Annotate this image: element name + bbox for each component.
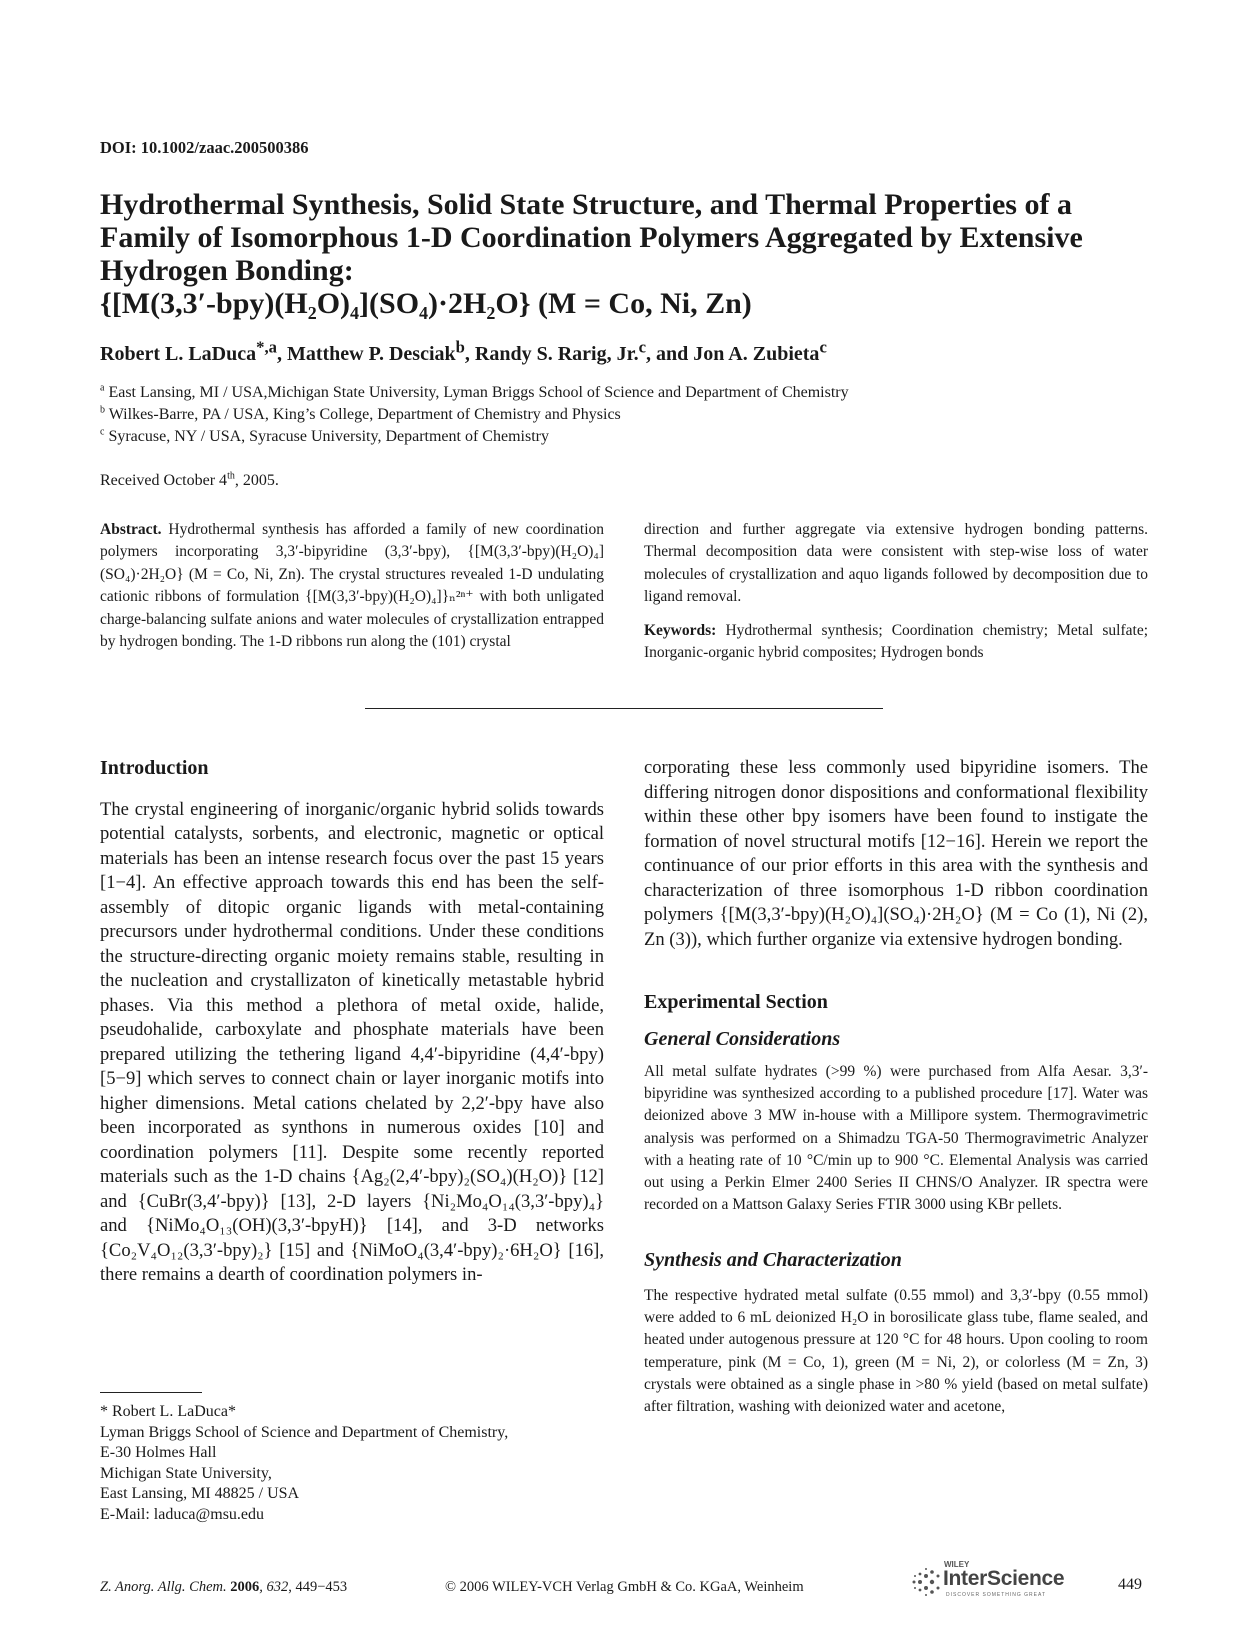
journal-name: Z. Anorg. Allg. Chem. bbox=[100, 1579, 227, 1595]
author-2-mark: b bbox=[455, 337, 465, 357]
footnote-line: E-30 Holmes Hall bbox=[100, 1444, 217, 1461]
abstract-label: Abstract. bbox=[100, 521, 162, 538]
corresponding-author-footnote bbox=[100, 1402, 508, 1525]
author-1: Robert L. LaDuca bbox=[100, 343, 257, 365]
logo-main: InterScience bbox=[943, 1567, 1065, 1590]
column-right bbox=[644, 756, 1148, 1418]
affiliation-text: East Lansing, MI / USA,Michigan State University, Lyman Briggs School of Science and Department of Chemistry bbox=[108, 384, 849, 401]
article-title bbox=[100, 188, 1160, 320]
journal-pages: , 449−453 bbox=[288, 1579, 348, 1595]
doi: DOI: 10.1002/zaac.200500386 bbox=[100, 138, 309, 157]
author-separator-and: , and bbox=[646, 343, 694, 365]
footnote-divider bbox=[100, 1392, 202, 1393]
author-4: Jon A. Zubieta bbox=[693, 343, 820, 365]
abstract-left bbox=[100, 519, 604, 653]
footnote-line: * Robert L. LaDuca* bbox=[100, 1403, 236, 1420]
abstract-right bbox=[644, 519, 1148, 664]
page-number: 449 bbox=[1118, 1576, 1142, 1593]
general-considerations-text: All metal sulfate hydrates (>99 %) were purchased from Alfa Aesar. 3,3′-bipyridine was synthesized according to a published procedure [17]. Water was deionized above 3 MW in-house with a Millipore system. Thermogravimetric analysis was performed on a Shimadzu TGA-50 Thermogravimetric Analyzer with a heating rate of 10 °C/min up to 900 °C. Elemental Analysis was carried out using a Perkin Elmer 2400 Series II CHNS/O Analyzer. IR spectra were recorded on a Mattson Galaxy Series FTIR 3000 using KBr pellets. bbox=[644, 1063, 1148, 1214]
column-left bbox=[100, 756, 604, 1288]
affiliation-c bbox=[100, 426, 849, 448]
journal-year: 2006 bbox=[230, 1579, 260, 1595]
received-suffix: , 2005. bbox=[234, 472, 279, 489]
copyright: © 2006 WILEY-VCH Verlag GmbH & Co. KGaA, Weinheim bbox=[445, 1579, 804, 1595]
affiliation-b bbox=[100, 404, 849, 426]
logo-top: WILEY bbox=[944, 1560, 970, 1569]
author-4-mark: c bbox=[819, 337, 827, 357]
affiliation-a bbox=[100, 382, 849, 404]
introduction-paragraph-left: The crystal engineering of inorganic/organic hybrid solids towards potential catalysts, sorbents, and electronic, magnetic or optical materials has been an intense research focus over the past 15 years [1−4]. An effective approach towards this end has been the self-assembly of ditopic organic ligands with metal-containing precursors under hydrothermal conditions. Under these conditions the structure-directing organic moiety remains stable, resulting in the nucleation and crystallizaton of kinetically metastable hybrid phases. Via this method a plethora of metal oxide, halide, pseudohalide, carboxylate and phosphate materials have been prepared utilizing the tethering ligand 4,4′-bipyridine (4,4′-bpy) [5−9] which serves to connect chain or layer inorganic motifs into higher dimensions. Metal cations chelated by 2,2′-bpy have also been incorporated as synthons in numerous oxides [10] and coordination polymers [11]. Despite some recently reported materials such as the 1-D chains {Ag₂(2,4′-bpy)₂(SO₄)(H₂O)} [12] and {CuBr(3,4′-bpy)} [13], 2-D layers {Ni₂Mo₄O₁₄(3,3′-bpy)₄} and {NiMo₄O₁₃(OH)(3,3′-bpyH)} [14], and 3-D networks {Co₂V₄O₁₂(3,3′-bpy)₂} [15] and {NiMoO₄(3,4′-bpy)₂·6H₂O} [16], there remains a dearth of coordination polymers in- bbox=[100, 798, 604, 1285]
received-prefix: Received October 4 bbox=[100, 472, 228, 489]
affiliation-mark: c bbox=[100, 426, 105, 438]
synthesis-heading: Synthesis and Characterization bbox=[644, 1249, 902, 1272]
author-list bbox=[100, 337, 827, 366]
title-line-1: Hydrothermal Synthesis, Solid State Structure, and Thermal Properties of a bbox=[100, 188, 1072, 221]
footnote-line: East Lansing, MI 48825 / USA bbox=[100, 1485, 300, 1502]
affiliation-mark: b bbox=[100, 404, 105, 416]
author-separator: , bbox=[464, 343, 475, 365]
title-formula: {[M(3,3′-bpy)(H₂O)₄](SO₄)·2H₂O} (M = Co, Ni, Zn) bbox=[100, 287, 752, 320]
introduction-paragraph-right: corporating these less commonly used bipyridine isomers. The differing nitrogen donor dispositions and conformational flexibility within these other bpy isomers have been found to instigate the formation of novel structural motifs [12−16]. Herein we report the continuance of our prior efforts in this area with the synthesis and characterization of three isomorphous 1-D ribbon coordination polymers {[M(3,3′-bpy)(H₂O)₄](SO₄)·2H₂O} (M = Co (1), Ni (2), Zn (3)), which further organize via extensive hydrogen bonding. bbox=[644, 757, 1148, 950]
abstract-text-right: direction and further aggregate via extensive hydrogen bonding patterns. Thermal decomposition data were consistent with step-wise loss of water molecules of crystallization and aquo ligands followed by decomposition due to ligand removal. bbox=[644, 521, 1148, 606]
wiley-interscience-logo[interactable] bbox=[906, 1560, 1076, 1602]
abstract-text-left: Hydrothermal synthesis has afforded a family of new coordination polymers incorporating 3,3′-bipyridine (3,3′-bpy), {[M(3,3′-bpy)(H₂O)₄](SO₄)·2H₂O} (M = Co, Ni, Zn). The crystal structures revealed 1-D undulating cationic ribbons of formulation {[M(3,3′-bpy)(H₂O)₄]}ₙ²ⁿ⁺ with both unligated charge-balancing sulfate anions and water molecules of crystallization entrapped by hydrogen bonding. The 1-D ribbons run along the (101) crystal bbox=[100, 521, 605, 651]
footnote-line: Lyman Briggs School of Science and Department of Chemistry, bbox=[100, 1423, 509, 1441]
logo-tagline: DISCOVER SOMETHING GREAT bbox=[946, 1592, 1047, 1598]
received-date bbox=[100, 472, 279, 490]
journal-citation: Z. Anorg. Allg. Chem. 2006, 632, 449−453 bbox=[100, 1579, 348, 1595]
affiliation-text: Wilkes-Barre, PA / USA, King’s College, Department of Chemistry and Physics bbox=[108, 406, 621, 423]
keywords-text: Hydrothermal synthesis; Coordination chemistry; Metal sulfate; Inorganic-organic hybrid composites; Hydrogen bonds bbox=[644, 621, 1149, 662]
keywords-label: Keywords: bbox=[644, 621, 717, 639]
affiliations bbox=[100, 382, 849, 448]
synthesis-text: The respective hydrated metal sulfate (0.55 mmol) and 3,3′-bpy (0.55 mmol) were added to 6 mL deionized H₂O in borosilicate glass tube, flame sealed, and heated under autogenous pressure at 120 °C for 48 hours. Upon cooling to room temperature, pink (M = Co, 1), green (M = Ni, 2), or colorless (M = Zn, 3) crystals were obtained as a single phase in >80 % yield (based on metal sulfate) after filtration, washing with deionized water and acetone, bbox=[644, 1286, 1148, 1415]
affiliation-text: Syracuse, NY / USA, Syracuse University, Department of Chemistry bbox=[108, 428, 549, 445]
author-2: Matthew P. Desciak bbox=[286, 343, 456, 365]
introduction-heading: Introduction bbox=[100, 757, 209, 779]
experimental-heading: Experimental Section bbox=[644, 991, 828, 1013]
keywords bbox=[644, 620, 1148, 665]
footnote-email[interactable]: E-Mail: laduca@msu.edu bbox=[100, 1505, 265, 1523]
author-3: Randy S. Rarig, Jr. bbox=[474, 343, 639, 365]
author-1-mark: *,a bbox=[256, 337, 277, 357]
author-separator: , bbox=[276, 343, 287, 365]
received-sup: th bbox=[227, 470, 235, 482]
title-line-3: Hydrogen Bonding: bbox=[100, 254, 354, 287]
title-line-2: Family of Isomorphous 1-D Coordination Polymers Aggregated by Extensive bbox=[100, 221, 1083, 254]
affiliation-mark: a bbox=[100, 382, 105, 394]
general-considerations-heading: General Considerations bbox=[644, 1027, 841, 1050]
journal-volume: 632 bbox=[266, 1579, 289, 1595]
section-divider bbox=[365, 708, 883, 709]
author-3-mark: c bbox=[638, 337, 647, 357]
footnote-line: Michigan State University, bbox=[100, 1464, 272, 1482]
